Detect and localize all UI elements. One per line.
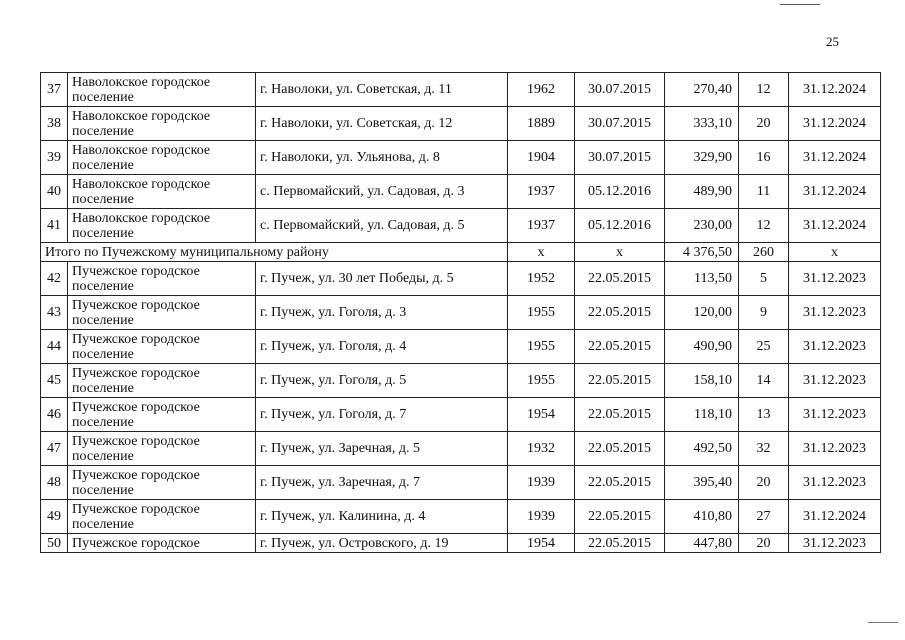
- row-number-cell: 41: [41, 209, 68, 243]
- page-number: 25: [826, 34, 839, 49]
- resettlement-deadline-cell: 31.12.2023: [789, 398, 881, 432]
- build-year-cell: 1889: [508, 107, 575, 141]
- settlement-name-cell: Пучежское городское: [68, 534, 256, 553]
- resettlement-deadline-cell: 31.12.2023: [789, 364, 881, 398]
- residents-count-cell: 5: [739, 262, 789, 296]
- area-cell: 447,80: [665, 534, 739, 553]
- table-row: [41, 364, 881, 398]
- resettlement-deadline-cell: 31.12.2023: [789, 330, 881, 364]
- decision-date-cell: 05.12.2016: [575, 175, 665, 209]
- area-cell: 329,90: [665, 141, 739, 175]
- build-year-cell: 1904: [508, 141, 575, 175]
- residents-count-cell: 12: [739, 209, 789, 243]
- residents-count-cell: 13: [739, 398, 789, 432]
- row-number-cell: 50: [41, 534, 68, 553]
- row-number-cell: 42: [41, 262, 68, 296]
- row-number-cell: 44: [41, 330, 68, 364]
- area-cell: 120,00: [665, 296, 739, 330]
- decision-date-cell: 22.05.2015: [575, 398, 665, 432]
- decision-date-cell: 22.05.2015: [575, 534, 665, 553]
- resettlement-deadline-cell: 31.12.2023: [789, 296, 881, 330]
- residents-count-cell: 20: [739, 534, 789, 553]
- decision-date-cell: 30.07.2015: [575, 141, 665, 175]
- address-cell: с. Первомайский, ул. Садовая, д. 5: [256, 209, 508, 243]
- address-cell: г. Пучеж, ул. 30 лет Победы, д. 5: [256, 262, 508, 296]
- settlement-name-cell: Пучежское городское поселение: [68, 398, 256, 432]
- build-year-cell: 1952: [508, 262, 575, 296]
- table-row: [41, 175, 881, 209]
- settlement-name-cell: Наволокское городское поселение: [68, 209, 256, 243]
- row-number-cell: 46: [41, 398, 68, 432]
- address-cell: г. Пучеж, ул. Гоголя, д. 4: [256, 330, 508, 364]
- area-cell: 395,40: [665, 466, 739, 500]
- settlement-name-cell: Наволокское городское поселение: [68, 107, 256, 141]
- build-year-cell: 1932: [508, 432, 575, 466]
- table-row: [41, 209, 881, 243]
- residents-count-cell: 9: [739, 296, 789, 330]
- total-deadline-cell: х: [789, 243, 881, 262]
- build-year-cell: 1955: [508, 330, 575, 364]
- decision-date-cell: 22.05.2015: [575, 262, 665, 296]
- build-year-cell: 1937: [508, 209, 575, 243]
- housing-table: [40, 72, 881, 553]
- build-year-cell: 1955: [508, 296, 575, 330]
- settlement-name-cell: Пучежское городское поселение: [68, 364, 256, 398]
- settlement-name-cell: Пучежское городское поселение: [68, 296, 256, 330]
- total-year-cell: х: [508, 243, 575, 262]
- settlement-name-cell: Пучежское городское поселение: [68, 432, 256, 466]
- resettlement-deadline-cell: 31.12.2023: [789, 466, 881, 500]
- build-year-cell: 1939: [508, 466, 575, 500]
- address-cell: г. Наволоки, ул. Советская, д. 12: [256, 107, 508, 141]
- area-cell: 113,50: [665, 262, 739, 296]
- residents-count-cell: 11: [739, 175, 789, 209]
- resettlement-deadline-cell: 31.12.2024: [789, 107, 881, 141]
- area-cell: 489,90: [665, 175, 739, 209]
- residents-count-cell: 27: [739, 500, 789, 534]
- settlement-name-cell: Наволокское городское поселение: [68, 73, 256, 107]
- total-label: Итого по Пучежскому муниципальному району: [41, 243, 508, 262]
- row-number-cell: 38: [41, 107, 68, 141]
- resettlement-deadline-cell: 31.12.2024: [789, 209, 881, 243]
- row-number-cell: 40: [41, 175, 68, 209]
- decision-date-cell: 22.05.2015: [575, 364, 665, 398]
- address-cell: г. Пучеж, ул. Заречная, д. 5: [256, 432, 508, 466]
- settlement-name-cell: Пучежское городское поселение: [68, 466, 256, 500]
- address-cell: г. Пучеж, ул. Заречная, д. 7: [256, 466, 508, 500]
- decision-date-cell: 22.05.2015: [575, 330, 665, 364]
- row-number-cell: 47: [41, 432, 68, 466]
- table-row: [41, 73, 881, 107]
- resettlement-deadline-cell: 31.12.2023: [789, 432, 881, 466]
- row-number-cell: 43: [41, 296, 68, 330]
- table-row: [41, 432, 881, 466]
- table-row: [41, 534, 881, 553]
- residents-count-cell: 16: [739, 141, 789, 175]
- build-year-cell: 1939: [508, 500, 575, 534]
- table-row: [41, 107, 881, 141]
- address-cell: г. Пучеж, ул. Гоголя, д. 5: [256, 364, 508, 398]
- total-count-cell: 260: [739, 243, 789, 262]
- total-date-cell: х: [575, 243, 665, 262]
- address-cell: г. Пучеж, ул. Гоголя, д. 3: [256, 296, 508, 330]
- table-row: [41, 466, 881, 500]
- settlement-name-cell: Пучежское городское поселение: [68, 500, 256, 534]
- decision-date-cell: 22.05.2015: [575, 466, 665, 500]
- settlement-name-cell: Наволокское городское поселение: [68, 141, 256, 175]
- row-number-cell: 48: [41, 466, 68, 500]
- address-cell: г. Наволоки, ул. Советская, д. 11: [256, 73, 508, 107]
- residents-count-cell: 12: [739, 73, 789, 107]
- area-cell: 230,00: [665, 209, 739, 243]
- settlement-name-cell: Пучежское городское поселение: [68, 330, 256, 364]
- area-cell: 158,10: [665, 364, 739, 398]
- corner-mark: [868, 622, 898, 623]
- resettlement-deadline-cell: 31.12.2023: [789, 534, 881, 553]
- decision-date-cell: 30.07.2015: [575, 107, 665, 141]
- build-year-cell: 1954: [508, 534, 575, 553]
- resettlement-deadline-cell: 31.12.2024: [789, 141, 881, 175]
- resettlement-deadline-cell: 31.12.2023: [789, 262, 881, 296]
- resettlement-deadline-cell: 31.12.2024: [789, 175, 881, 209]
- total-area-cell: 4 376,50: [665, 243, 739, 262]
- area-cell: 410,80: [665, 500, 739, 534]
- residents-count-cell: 14: [739, 364, 789, 398]
- resettlement-deadline-cell: 31.12.2024: [789, 73, 881, 107]
- address-cell: г. Наволоки, ул. Ульянова, д. 8: [256, 141, 508, 175]
- row-number-cell: 39: [41, 141, 68, 175]
- address-cell: с. Первомайский, ул. Садовая, д. 3: [256, 175, 508, 209]
- top-rule-line: [780, 4, 820, 5]
- area-cell: 270,40: [665, 73, 739, 107]
- settlement-name-cell: Наволокское городское поселение: [68, 175, 256, 209]
- address-cell: г. Пучеж, ул. Островского, д. 19: [256, 534, 508, 553]
- settlement-name-cell: Пучежское городское поселение: [68, 262, 256, 296]
- resettlement-deadline-cell: 31.12.2024: [789, 500, 881, 534]
- build-year-cell: 1955: [508, 364, 575, 398]
- table-row: [41, 141, 881, 175]
- area-cell: 118,10: [665, 398, 739, 432]
- table-body: [41, 73, 881, 553]
- row-number-cell: 45: [41, 364, 68, 398]
- table-row: [41, 296, 881, 330]
- total-row: [41, 243, 881, 262]
- build-year-cell: 1954: [508, 398, 575, 432]
- area-cell: 492,50: [665, 432, 739, 466]
- residents-count-cell: 25: [739, 330, 789, 364]
- decision-date-cell: 22.05.2015: [575, 296, 665, 330]
- decision-date-cell: 22.05.2015: [575, 500, 665, 534]
- area-cell: 490,90: [665, 330, 739, 364]
- residents-count-cell: 20: [739, 107, 789, 141]
- decision-date-cell: 22.05.2015: [575, 432, 665, 466]
- decision-date-cell: 30.07.2015: [575, 73, 665, 107]
- area-cell: 333,10: [665, 107, 739, 141]
- build-year-cell: 1962: [508, 73, 575, 107]
- table-row: [41, 262, 881, 296]
- row-number-cell: 37: [41, 73, 68, 107]
- address-cell: г. Пучеж, ул. Калинина, д. 4: [256, 500, 508, 534]
- residents-count-cell: 20: [739, 466, 789, 500]
- table-row: [41, 330, 881, 364]
- residents-count-cell: 32: [739, 432, 789, 466]
- address-cell: г. Пучеж, ул. Гоголя, д. 7: [256, 398, 508, 432]
- table-row: [41, 500, 881, 534]
- decision-date-cell: 05.12.2016: [575, 209, 665, 243]
- row-number-cell: 49: [41, 500, 68, 534]
- table-row: [41, 398, 881, 432]
- build-year-cell: 1937: [508, 175, 575, 209]
